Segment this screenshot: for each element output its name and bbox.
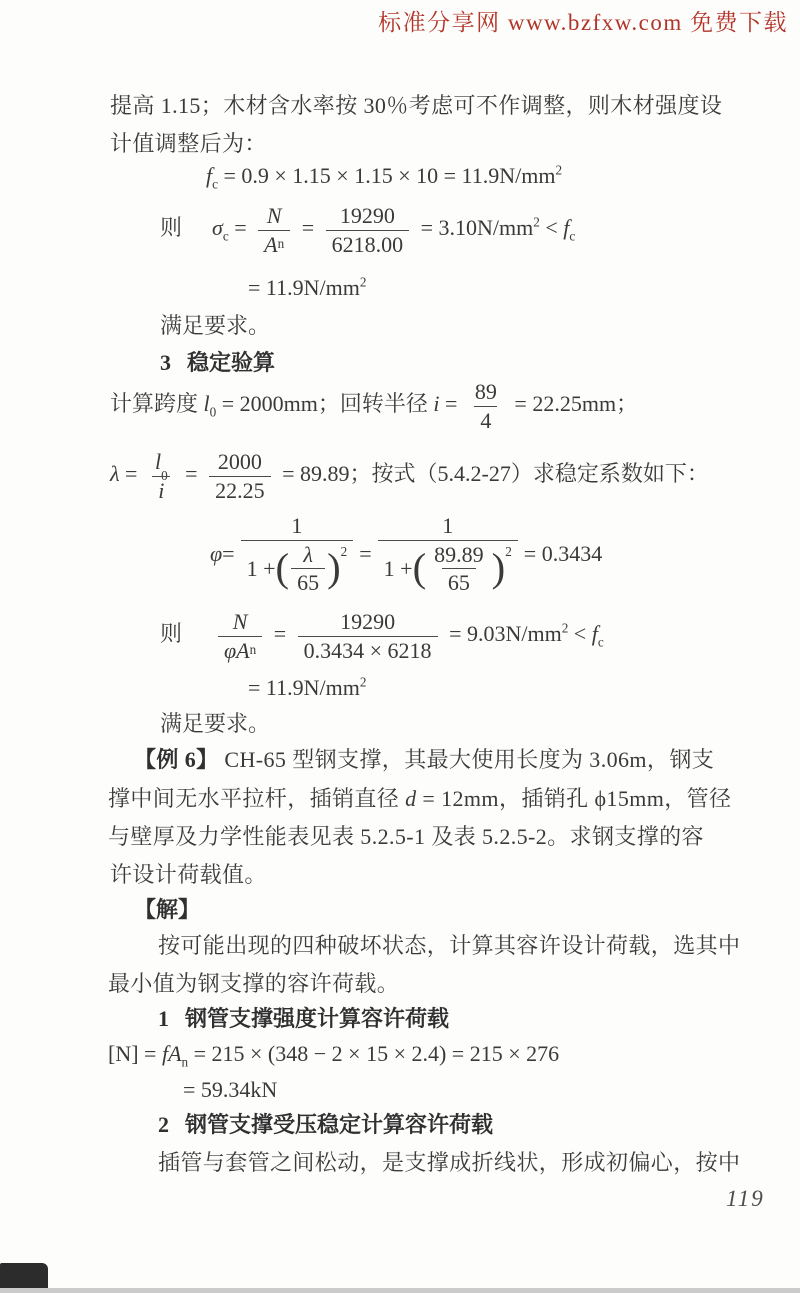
phi-eq2: = [359, 541, 372, 567]
fraction-den: i [152, 476, 170, 505]
cont1-exp: 2 [359, 274, 367, 290]
exponent: 2 [505, 543, 512, 559]
cont2-exp: 2 [359, 674, 367, 690]
fraction-num: 19290 [340, 609, 396, 634]
sigma-var: σ [212, 215, 223, 241]
fraction-l0-over-i [149, 448, 174, 504]
scan-artifact-bottom-edge [0, 1288, 800, 1293]
formula-fc-rhs: = 0.9 × 1.15 × 1.15 × 10 = 11.9N/mm [217, 163, 556, 188]
sigma-eq2: = [301, 215, 315, 241]
phi-result: = 0.3434 [523, 541, 603, 567]
span-text2: = 2000mm；回转半径 [216, 391, 434, 417]
section-number: 3 [160, 350, 171, 375]
solution-label: 【解】 [134, 897, 201, 922]
formula-N-strength [108, 1038, 559, 1070]
den-var: A [264, 231, 278, 257]
fraction-den: 6218.00 [326, 230, 410, 259]
formula-sigma-prefix: 则 [160, 215, 183, 241]
fraction-19290-over-product [298, 608, 438, 664]
example6-line4: 许设计荷载值。 [110, 862, 267, 887]
paragraph1-line2: 计值调整后为： [110, 131, 267, 156]
satisfy-statement-1: 满足要求。 [160, 313, 271, 338]
den-pre: 1 + [383, 555, 413, 581]
fraction-den: 0.3434 × 6218 [298, 636, 438, 665]
formulaN-var-sub: n [181, 1054, 189, 1070]
inner-fraction-lambda-65 [291, 541, 325, 597]
l0-var: l [203, 391, 210, 417]
nphi-cmp-var: f [591, 621, 598, 647]
lambda-line [110, 448, 709, 504]
i-var: i [433, 391, 440, 417]
fraction-89-over-4 [469, 378, 503, 434]
formula-fc [206, 160, 562, 192]
fraction-2000-over-2225 [209, 448, 271, 504]
den-pre: 1 + [246, 555, 276, 581]
den-var: φA [224, 637, 250, 663]
item-heading-1 [158, 1003, 449, 1035]
formula-fc-var: f [206, 163, 213, 188]
span-eq: = [439, 391, 463, 417]
formula-nphi-continuation [248, 672, 366, 704]
example6-line2-rest: = 12mm，插销孔 ϕ15mm，管径 [416, 786, 732, 811]
fraction-den: A n [258, 230, 290, 259]
formulaN-rest: = 215 × (348 − 2 × 15 × 2.4) = 215 × 276 [188, 1041, 560, 1066]
fraction-den [378, 540, 518, 597]
cont1-text: = 11.9N/mm [248, 275, 360, 300]
example6-line2 [108, 783, 731, 815]
phi-row [210, 512, 602, 597]
nphi-eq1: = [273, 621, 287, 647]
left-paren: ( [275, 545, 290, 591]
satisfy-statement-2: 满足要求。 [160, 711, 271, 736]
fraction-num: l 0 [154, 449, 168, 483]
right-paren: ) [491, 545, 506, 591]
phi-var: φ [210, 541, 223, 567]
nphi-compare: < [568, 621, 592, 647]
item2-title: 钢管支撑受压稳定计算容许荷载 [185, 1112, 494, 1137]
fraction-num: 19290 [339, 203, 395, 228]
phi-eq1: = [222, 541, 235, 567]
formula-phi [210, 512, 602, 597]
fraction-19290-over-6218 [326, 202, 410, 258]
example6-line1-text: CH-65 型钢支撑，其最大使用长度为 3.06m，钢支 [218, 747, 715, 772]
num-var: l [154, 449, 162, 474]
formula-sigma-continuation [248, 272, 366, 304]
formula-fc-var-sub: c [212, 176, 218, 192]
lambda-var: λ [110, 461, 120, 487]
sigma-var-sub: c [222, 228, 229, 244]
formula-fc-exp: 2 [555, 162, 563, 178]
formula-N-continuation: = 59.34kN [183, 1077, 278, 1102]
nphi-exp: 2 [561, 620, 569, 636]
left-paren: ( [412, 545, 427, 591]
page-number: 119 [726, 1186, 765, 1211]
formula-nphi [160, 608, 604, 664]
d-var: d [405, 786, 417, 811]
example6-line1 [134, 744, 714, 776]
span-radius-line [110, 378, 638, 434]
fraction-den: 65 [291, 568, 325, 597]
phi-fraction-symbolic [241, 512, 354, 597]
sigma-exp: 2 [533, 214, 540, 230]
lambda-eq1: = [119, 461, 143, 487]
scan-artifact-corner [0, 1263, 48, 1290]
item-heading-2 [158, 1109, 493, 1141]
fraction-num: N [266, 203, 282, 228]
fraction-num: 89 [474, 379, 497, 404]
fraction-num: 89.89 [434, 541, 484, 567]
inner-fraction-8989-65 [428, 541, 490, 597]
span-text1: 计算跨度 [110, 391, 204, 417]
cont2-text: = 11.9N/mm [248, 675, 360, 700]
item1-title: 钢管支撑强度计算容许荷载 [185, 1006, 450, 1031]
sigma-eq1: = [234, 215, 247, 241]
fraction-num: λ [303, 541, 313, 567]
nphi-prefix: 则 [160, 621, 183, 647]
solution-line2: 最小值为钢支撑的容许荷载。 [108, 971, 400, 996]
formulaN-var: fA [161, 1041, 182, 1066]
solution-line1: 按可能出现的四种破坏状态，计算其容许设计荷载，选其中 [158, 933, 741, 958]
item2-number: 2 [158, 1112, 169, 1137]
section-heading-3 [160, 347, 275, 379]
fraction-den: 4 [474, 406, 497, 435]
fraction-den: 65 [442, 568, 476, 597]
sigma-compare: < [539, 215, 564, 241]
fraction-num: 1 [442, 513, 454, 538]
watermark-header: 标准分享网 www.bzfxw.com 免费下载 [378, 10, 788, 35]
last-paragraph-line: 插管与套管之间松动，是支撑成折线状，形成初偏心，按中 [158, 1150, 741, 1175]
lambda-text: = 89.89；按式（5.4.2-27）求稳定系数如下： [276, 461, 709, 487]
right-paren: ) [327, 545, 341, 591]
item1-number: 1 [158, 1006, 169, 1031]
example6-label: 【例 6】 [134, 747, 219, 772]
nphi-cmp-sub: c [597, 634, 604, 650]
sigma-cmp-var: f [563, 215, 570, 241]
formula-sigma [160, 202, 575, 258]
section-title: 稳定验算 [187, 350, 276, 375]
fraction-den: φA n [218, 636, 262, 665]
fraction-den [241, 540, 354, 597]
formulaN-pre: [N] = [108, 1041, 162, 1066]
l0-sub: 0 [209, 404, 217, 420]
exponent: 2 [340, 543, 348, 559]
fraction-N-over-phiAn [218, 608, 262, 664]
fraction-num: N [232, 609, 248, 634]
example6-line3: 与壁厚及力学性能表见表 5.2.5-1 及表 5.2.5-2。求钢支撑的容 [108, 824, 704, 849]
sigma-result: = 3.10N/mm [420, 215, 534, 241]
fraction-num: 2000 [217, 449, 262, 474]
paragraph1-line1: 提高 1.15；木材含水率按 30％考虑可不作调整，则木材强度设 [110, 93, 723, 118]
span-text3: = 22.25mm； [508, 391, 639, 417]
fraction-N-over-An [258, 202, 290, 258]
sigma-cmp-sub: c [569, 228, 576, 244]
lambda-eq2: = [179, 461, 204, 487]
nphi-result: = 9.03N/mm [449, 621, 562, 647]
fraction-den: 22.25 [209, 476, 271, 505]
phi-fraction-numeric [378, 512, 518, 597]
fraction-num: 1 [291, 513, 303, 538]
example6-line2-pre: 撑中间无水平拉杆，插销直径 [108, 786, 406, 811]
